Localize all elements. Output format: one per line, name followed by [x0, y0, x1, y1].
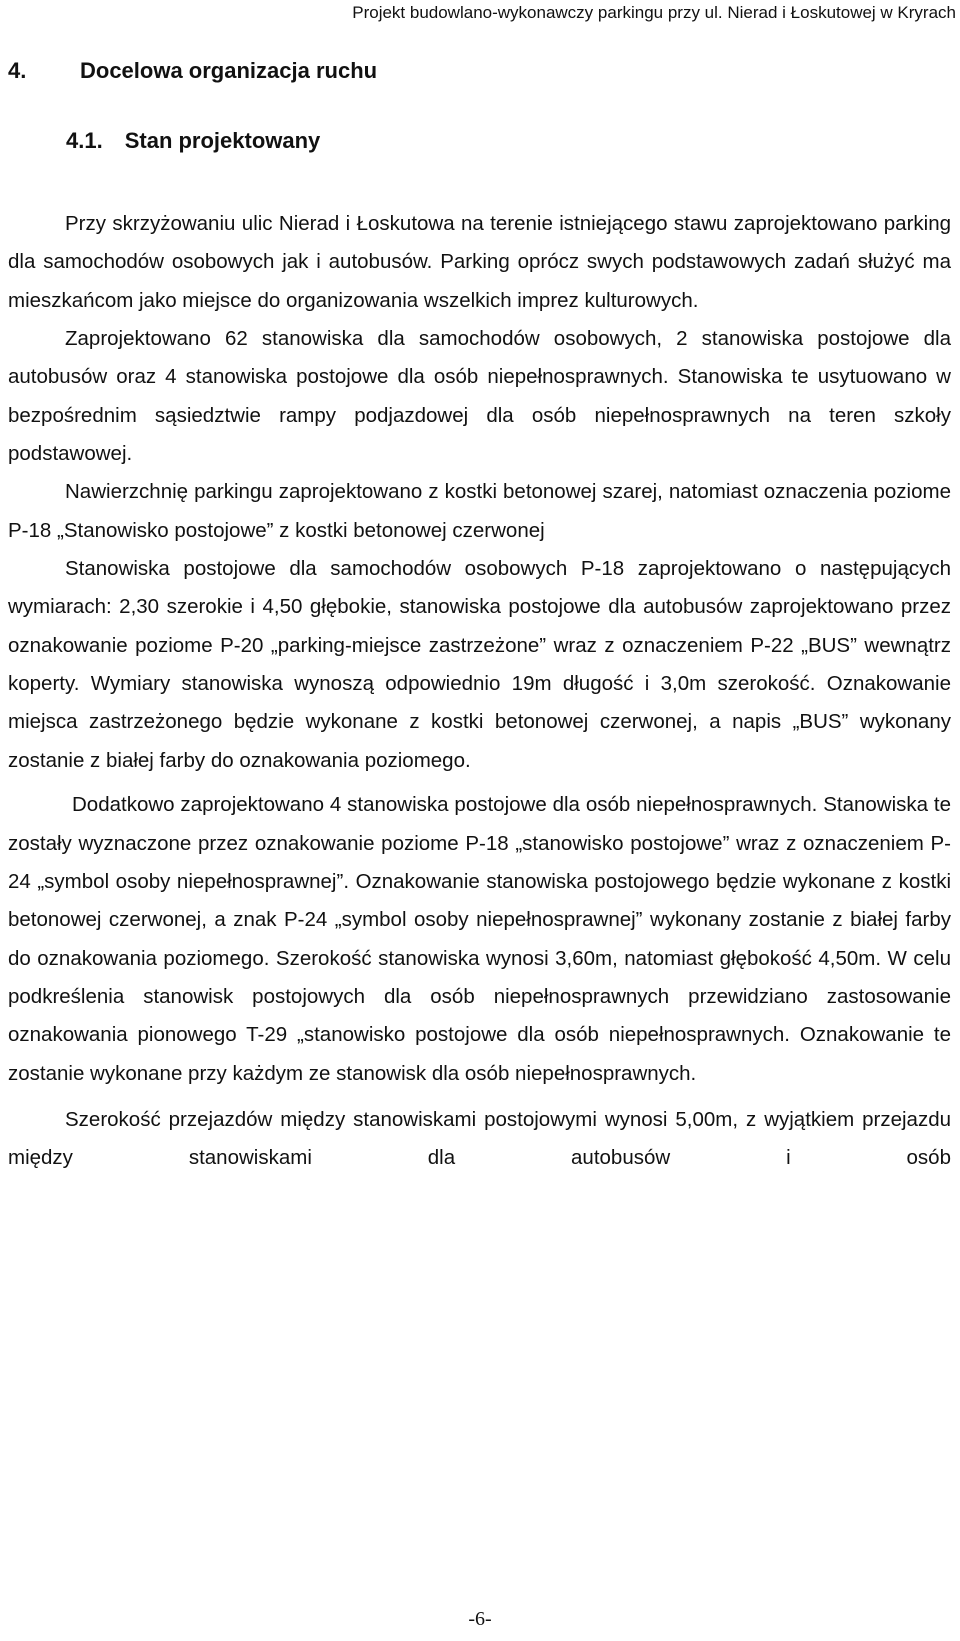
subsection-heading	[66, 128, 320, 154]
section-heading	[8, 58, 377, 84]
subsection-title: Stan projektowany	[124, 128, 321, 153]
body-text	[8, 205, 951, 1178]
page-number: -6-	[468, 1608, 492, 1630]
paragraph-disabled-stalls: Dodatkowo zaprojektowano 4 stanowiska postojowe dla osób niepełnosprawnych. Stanowiska te zostały wyznaczone przez oznakowanie poziome P-18 „stanowisko postojowe” wraz z oznaczeniem P-24 „symbol osoby niepełnosprawnej”. Oznakowanie stanowiska postojowego będzie wykonane z kostki betonowej czerwonej, a znak P-24 „symbol osoby niepełnosprawnej” wykonany zostanie z białej farby do oznakowania poziomego. Szerokość stanowiska wynosi 3,60m, natomiast głębokość 4,50m. W celu podkreślenia stanowisk postojowych dla osób niepełnosprawnych przewidziano zastosowanie oznakowania pionowego T-29 „stanowisko postojowe dla osób niepełnosprawnych. Oznakowanie te zostanie wykonane przy każdym ze stanowisk dla osób niepełnosprawnych.	[8, 793, 951, 1085]
paragraph-driveways: Szerokość przejazdów między stanowiskami postojowymi wynosi 5,00m, z wyjątkiem przejazdu między stanowiskami dla autobusów i osób	[8, 1107, 951, 1170]
paragraph-car-bus-stalls: Stanowiska postojowe dla samochodów osobowych P-18 zaprojektowano o następujących wymiarach: 2,30 szerokie i 4,50 głębokie, stanowiska postojowe dla autobusów zaprojektowano przez oznakowanie poziome P-20 „parking-miejsce zastrzeżone” wraz z oznaczeniem P-22 „BUS” wewnątrz koperty. Wymiary stanowiska wynoszą odpowiednio 19m długość i 3,0m szerokość. Oznakowanie miejsca zastrzeżonego będzie wykonane z kostki betonowej czerwonej, a napis „BUS” wykonany zostanie z białej farby do oznakowania poziomego.	[8, 557, 951, 772]
paragraph-stalls: Zaprojektowano 62 stanowiska dla samochodów osobowych, 2 stanowiska postojowe dla autobusów oraz 4 stanowiska postojowe dla osób niepełnosprawnych. Stanowiska te usytuowano w bezpośrednim sąsiedztwie rampy podjazdowej dla osób niepełnosprawnych na teren szkoły podstawowej.	[8, 327, 951, 466]
subsection-number: 4.1.	[66, 128, 103, 153]
running-header: Projekt budowlano-wykonawczy parkingu przy ul. Nierad i Łoskutowej w Kryrach	[352, 3, 956, 22]
paragraph-surface: Nawierzchnię parkingu zaprojektowano z kostki betonowej szarej, natomiast oznaczenia poziome P-18 „Stanowisko postojowe” z kostki betonowej czerwonej	[8, 480, 951, 542]
section-title: Docelowa organizacja ruchu	[80, 58, 378, 83]
paragraph-intro: Przy skrzyżowaniu ulic Nierad i Łoskutowa na terenie istniejącego stawu zaprojektowano parking dla samochodów osobowych jak i autobusów. Parking oprócz swych podstawowych zadań służyć ma mieszkańcom jako miejsce do organizowania wszelkich imprez kulturowych.	[8, 212, 951, 312]
section-number: 4.	[8, 58, 27, 83]
